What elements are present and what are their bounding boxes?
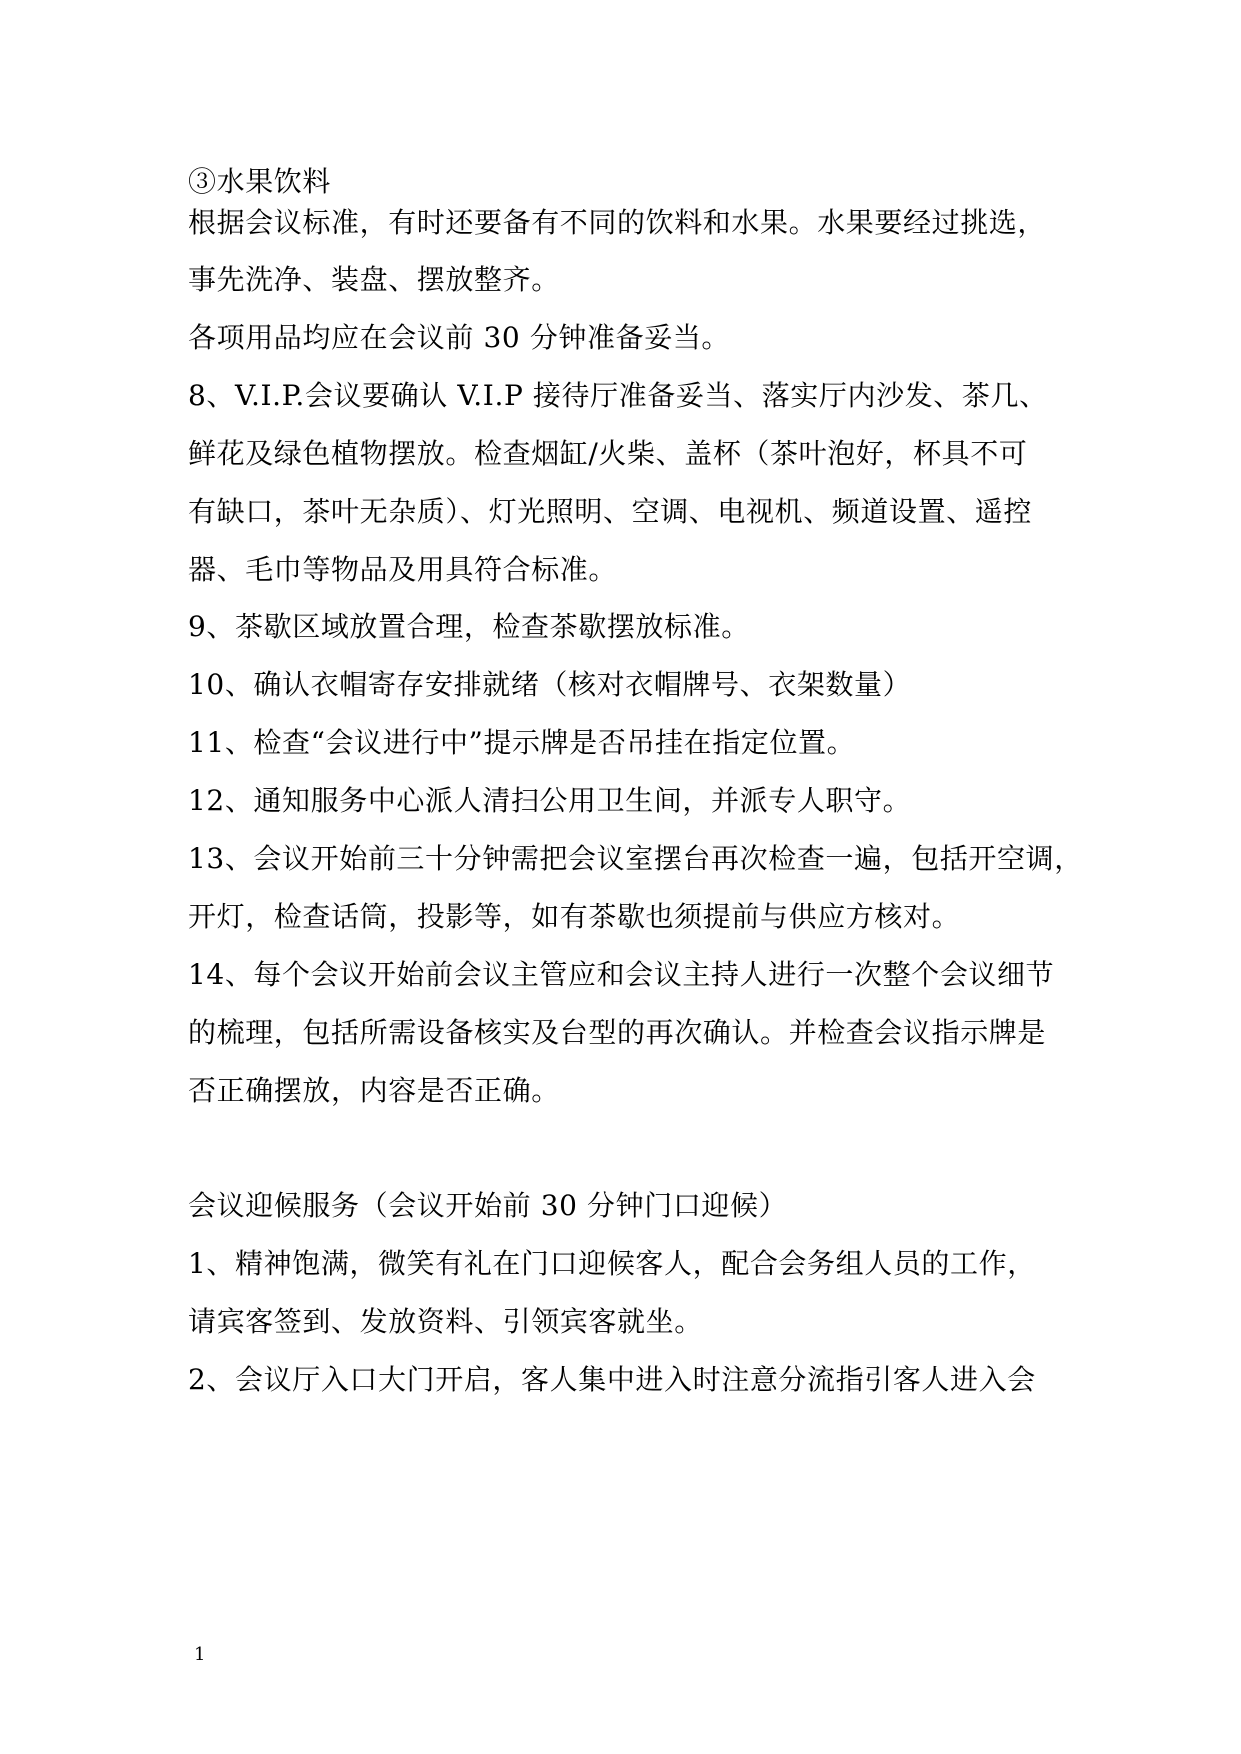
list-item-11: 11、检查“会议进行中”提示牌是否吊挂在指定位置。: [188, 726, 856, 759]
section-heading-greeting-service: 会议迎候服务（会议开始前 30 分钟门口迎候）: [188, 1189, 788, 1222]
list-item-8: 8、V.I.P.会议要确认 V.I.P 接待厅准备妥当、落实厅内沙发、茶几、: [188, 379, 1048, 412]
paragraph-line: 的梳理，包括所需设备核实及台型的再次确认。并检查会议指示牌是: [188, 1016, 1047, 1049]
list-item-2: 2、会议厅入口大门开启，客人集中进入时注意分流指引客人进入会: [188, 1363, 1036, 1396]
paragraph-line: 事先洗净、装盘、摆放整齐。: [188, 263, 560, 296]
list-item-10: 10、确认衣帽寄存安排就绪（核对衣帽牌号、衣架数量）: [188, 668, 912, 701]
list-item-1: 1、精神饱满，微笑有礼在门口迎候客人，配合会务组人员的工作，: [188, 1247, 1036, 1280]
list-item-12: 12、通知服务中心派人清扫公用卫生间，并派专人职守。: [188, 784, 912, 817]
paragraph-line: 开灯，检查话筒，投影等，如有茶歇也须提前与供应方核对。: [188, 900, 961, 933]
paragraph-line: 根据会议标准，有时还要备有不同的饮料和水果。水果要经过挑选，: [188, 206, 1047, 239]
list-item-13: 13、会议开始前三十分钟需把会议室摆台再次检查一遍，包括开空调，: [188, 842, 1083, 875]
page-number: 1: [194, 1644, 206, 1665]
paragraph-line: 鲜花及绿色植物摆放。检查烟缸/火柴、盖杯（茶叶泡好，杯具不可: [188, 437, 1028, 470]
paragraph-line: 否正确摆放，内容是否正确。: [188, 1074, 560, 1107]
paragraph-line: 有缺口，茶叶无杂质）、灯光照明、空调、电视机、频道设置、遥控: [188, 495, 1033, 528]
paragraph-line: 各项用品均应在会议前 30 分钟准备妥当。: [188, 321, 731, 354]
paragraph-line: 请宾客签到、发放资料、引领宾客就坐。: [188, 1305, 703, 1338]
list-item-14: 14、每个会议开始前会议主管应和会议主持人进行一次整个会议细节: [188, 958, 1055, 991]
list-item-9: 9、茶歇区域放置合理，检查茶歇摆放标准。: [188, 610, 750, 643]
subheading-fruit-drinks: ③水果饮料: [188, 165, 332, 198]
paragraph-line: 器、毛巾等物品及用具符合标准。: [188, 553, 618, 586]
